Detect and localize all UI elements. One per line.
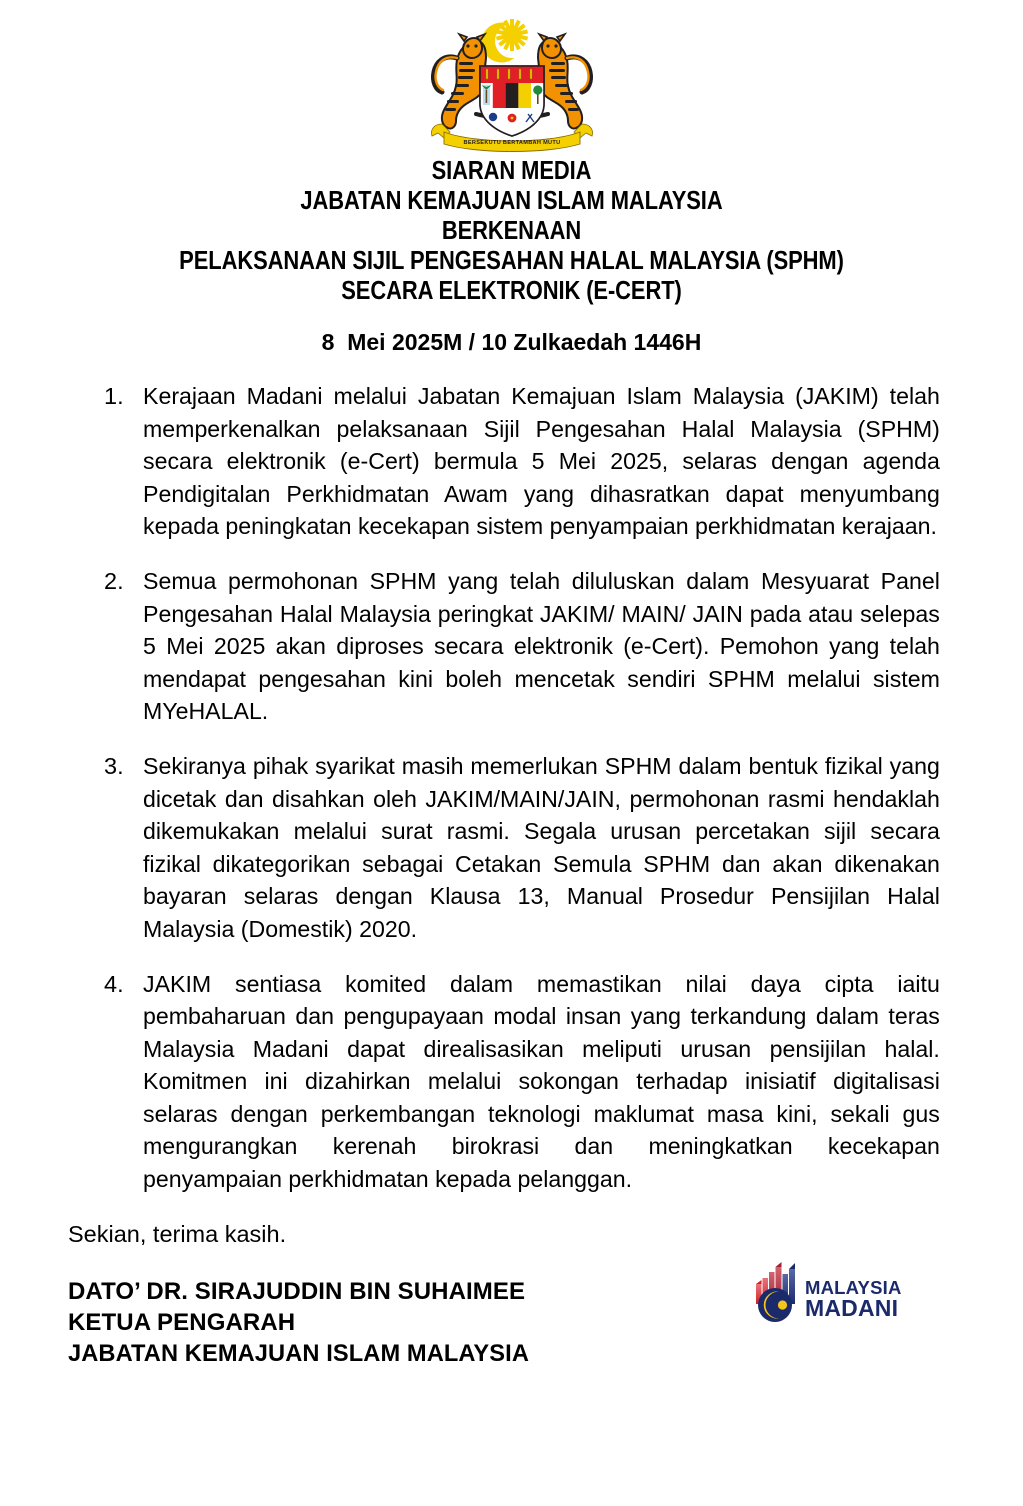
document-date: 8 Mei 2025M / 10 Zulkaedah 1446H: [321, 329, 702, 355]
document-body: [0, 380, 1023, 1196]
paragraph-1: [104, 380, 952, 543]
paragraph-1-number: 1.: [104, 383, 124, 409]
title-line-3: BERKENAAN: [441, 217, 582, 245]
shield: [480, 66, 544, 136]
logo-text-malaysia: MALAYSIA: [805, 1276, 902, 1298]
paragraph-4-text: JAKIM sentiasa komited dalam memastikan nilai daya cipta iaitu pembaharuan dan pengupayaan modal insan yang terkandung dalam teras Malaysia Madani dapat direalisasikan meliputi urusan pensijilan halal. Komitmen ini dizahirkan melalui sokongan terhadap inisiatif digitalisasi selaras dengan perkembangan teknologi maklumat masa kini, sekali gus mengurangkan kerenah birokrasi dan meningkatkan kecekapan penyampaian perkhidmatan kepada pelanggan.: [143, 970, 940, 1193]
coat-of-arms-container: [0, 0, 1023, 152]
paragraph-1-text: Kerajaan Madani melalui Jabatan Kemajuan Islam Malaysia (JAKIM) telah memperkenalkan pelaksanaan Sijil Pengesahan Halal Malaysia (SPHM) secara elektronik (e-Cert) bermula 5 Mei 2025, selaras dengan agenda Pendigitalan Perkhidmatan Awam yang dihasratkan dapat menyumbang kepada peningkatan kecekapan sistem penyampaian perkhidmatan kerajaan.: [143, 383, 940, 540]
paragraph-3-number: 3.: [104, 752, 124, 779]
document-title-block: [0, 156, 1023, 306]
paragraph-2-number: 2.: [104, 567, 124, 594]
title-line-2: JABATAN KEMAJUAN ISLAM MALAYSIA: [300, 187, 723, 215]
paragraph-3-text: Sekiranya pihak syarikat masih memerlukan SPHM dalam bentuk fizikal yang dicetak dan disahkan oleh JAKIM/MAIN/JAIN, permohonan rasmi hendaklah dikemukakan melalui surat rasmi. Segala urusan percetakan sijil secara fizikal dikategorikan sebagai Cetakan Semula SPHM dan akan dikenakan bayaran selaras dengan Klausa 13, Manual Prosedur Pensijilan Halal Malaysia (Domestik) 2020.: [143, 752, 940, 942]
malaysia-madani-logo-icon: [748, 1258, 913, 1324]
paragraph-4-number: 4.: [104, 970, 124, 997]
logo-text-madani: MADANI: [805, 1294, 899, 1321]
title-line-4: PELAKSANAAN SIJIL PENGESAHAN HALAL MALAYSIA (SPHM): [179, 247, 844, 275]
paragraph-4: [104, 968, 952, 1196]
paragraph-3: [104, 750, 952, 946]
title-line-5: SECARA ELEKTRONIK (E-CERT): [341, 277, 682, 305]
paragraph-2-text: Semua permohonan SPHM yang telah diluluskan dalam Mesyuarat Panel Pengesahan Halal Malaysia peringkat JAKIM/ MAIN/ JAIN pada atau selepas 5 Mei 2025 akan diproses secara elektronik (e-Cert). Pemohon yang telah mendapat pengesahan kini boleh mencetak sendiri SPHM melalui sistem MYeHALAL.: [143, 567, 940, 725]
svg-text:BERSEKUTU BERTAMBAH MUTU: BERSEKUTU BERTAMBAH MUTU: [463, 140, 560, 146]
paragraph-2: [104, 565, 952, 728]
closing-salutation: Sekian, terima kasih.: [68, 1220, 287, 1247]
signatory-organisation: JABATAN KEMAJUAN ISLAM MALAYSIA: [68, 1339, 529, 1367]
jata-negara-emblem-icon: [414, 18, 610, 152]
signatory-name: DATO’ DR. SIRAJUDDIN BIN SUHAIMEE: [68, 1277, 526, 1305]
title-line-1: SIARAN MEDIA: [431, 157, 592, 185]
signature-row: [0, 1276, 1023, 1386]
signatory-position: KETUA PENGARAH: [68, 1308, 296, 1336]
